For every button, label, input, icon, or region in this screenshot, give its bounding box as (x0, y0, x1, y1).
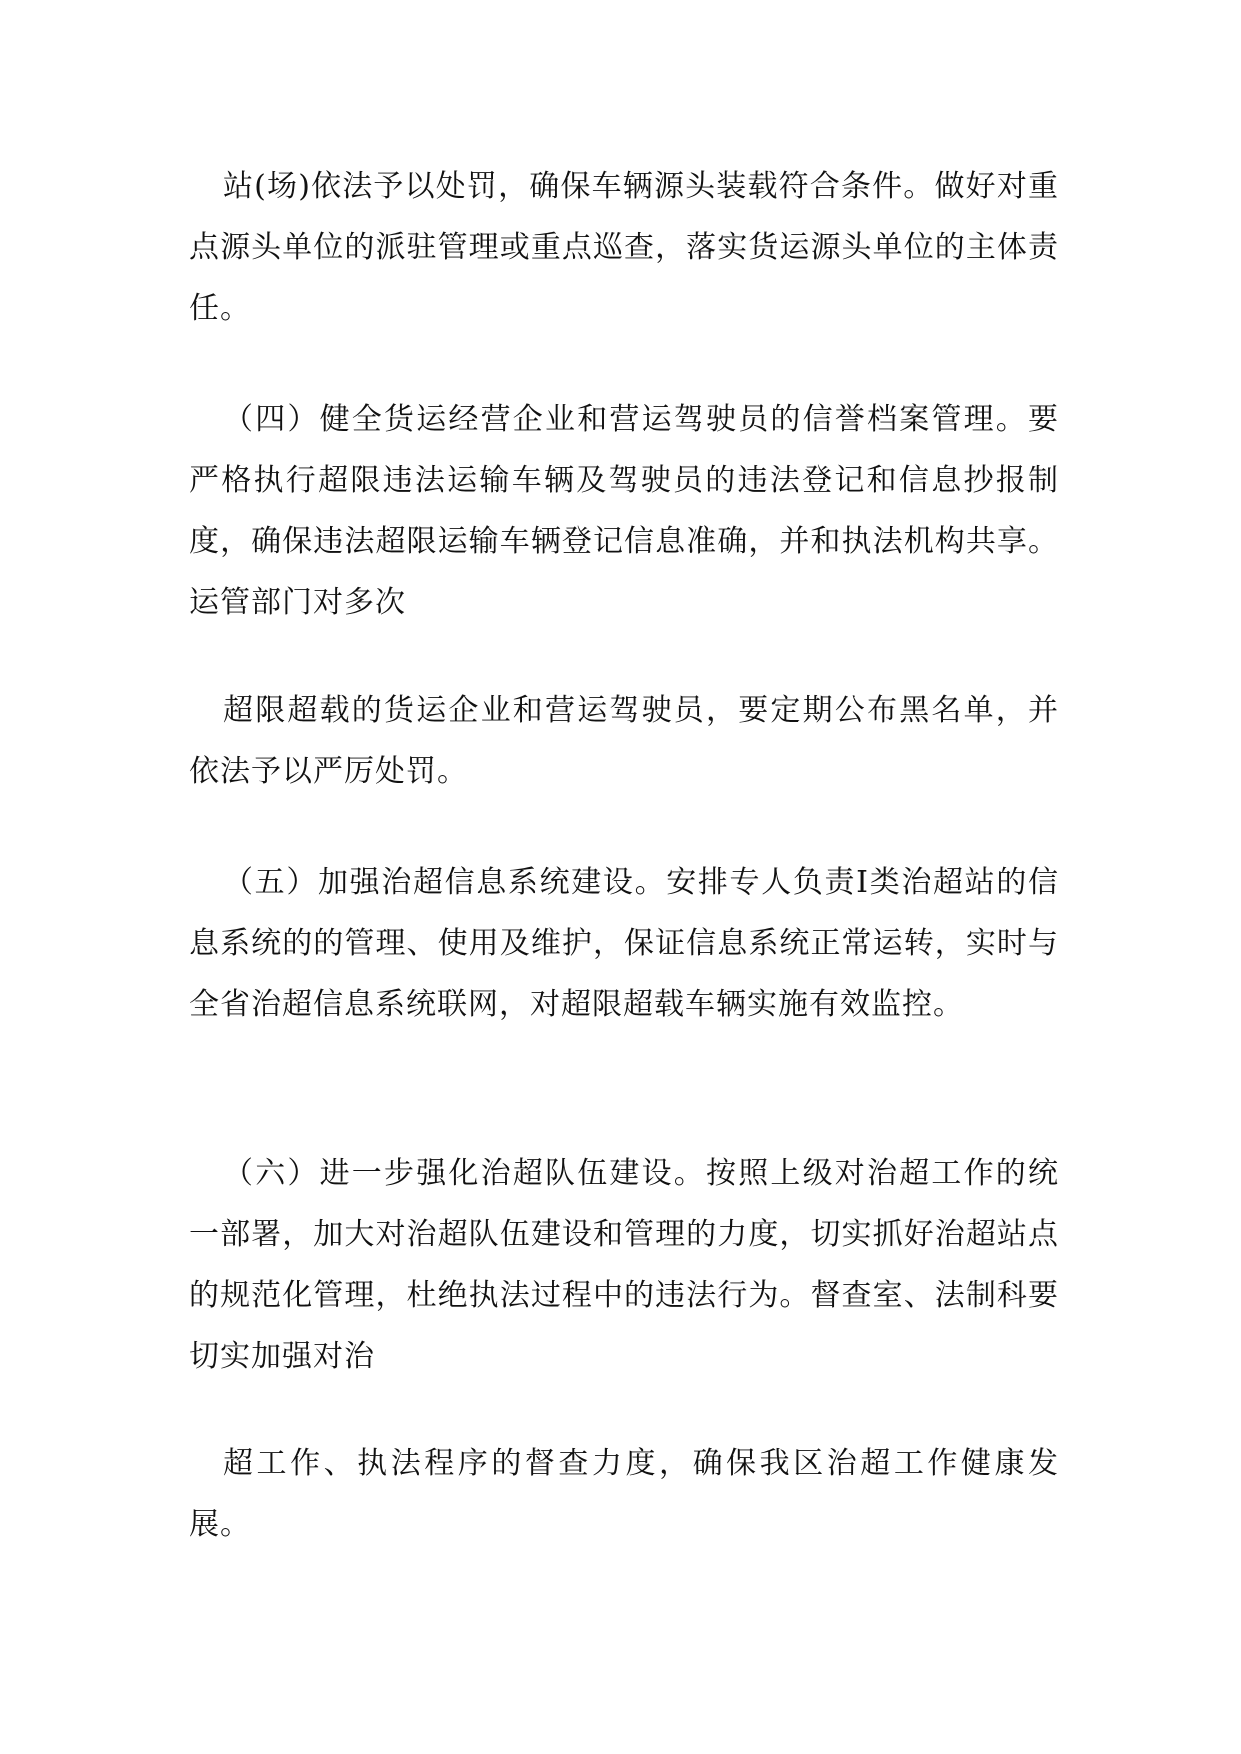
paragraph-credit-records: （四）健全货运经营企业和营运驾驶员的信誉档案管理。要严格执行超限违法运输车辆及驾驶员的违法登记和信息抄报制度，确保违法超限运输车辆登记信息准确，并和执法机构共享。运管部门对多次 (189, 402, 1059, 620)
paragraph-information-system: （五）加强治超信息系统建设。安排专人负责Ⅰ类治超站的信息系统的的管理、使用及维护，保证信息系统正常运转，实时与全省治超信息系统联网，对超限超载车辆实施有效监控。 (189, 865, 1059, 1022)
paragraph-team-building: （六）进一步强化治超队伍建设。按照上级对治超工作的统一部署，加大对治超队伍建设和管理的力度，切实抓好治超站点的规范化管理，杜绝执法过程中的违法行为。督查室、法制科要切实加强对治 (189, 1156, 1059, 1374)
paragraph-supervision: 超工作、执法程序的督查力度，确保我区治超工作健康发展。 (189, 1446, 1059, 1542)
paragraph-source-responsibility: 站(场)依法予以处罚，确保车辆源头装载符合条件。做好对重点源头单位的派驻管理或重点巡查，落实货运源头单位的主体责任。 (189, 169, 1059, 326)
paragraph-blacklist: 超限超载的货运企业和营运驾驶员，要定期公布黑名单，并依法予以严厉处罚。 (189, 693, 1059, 789)
